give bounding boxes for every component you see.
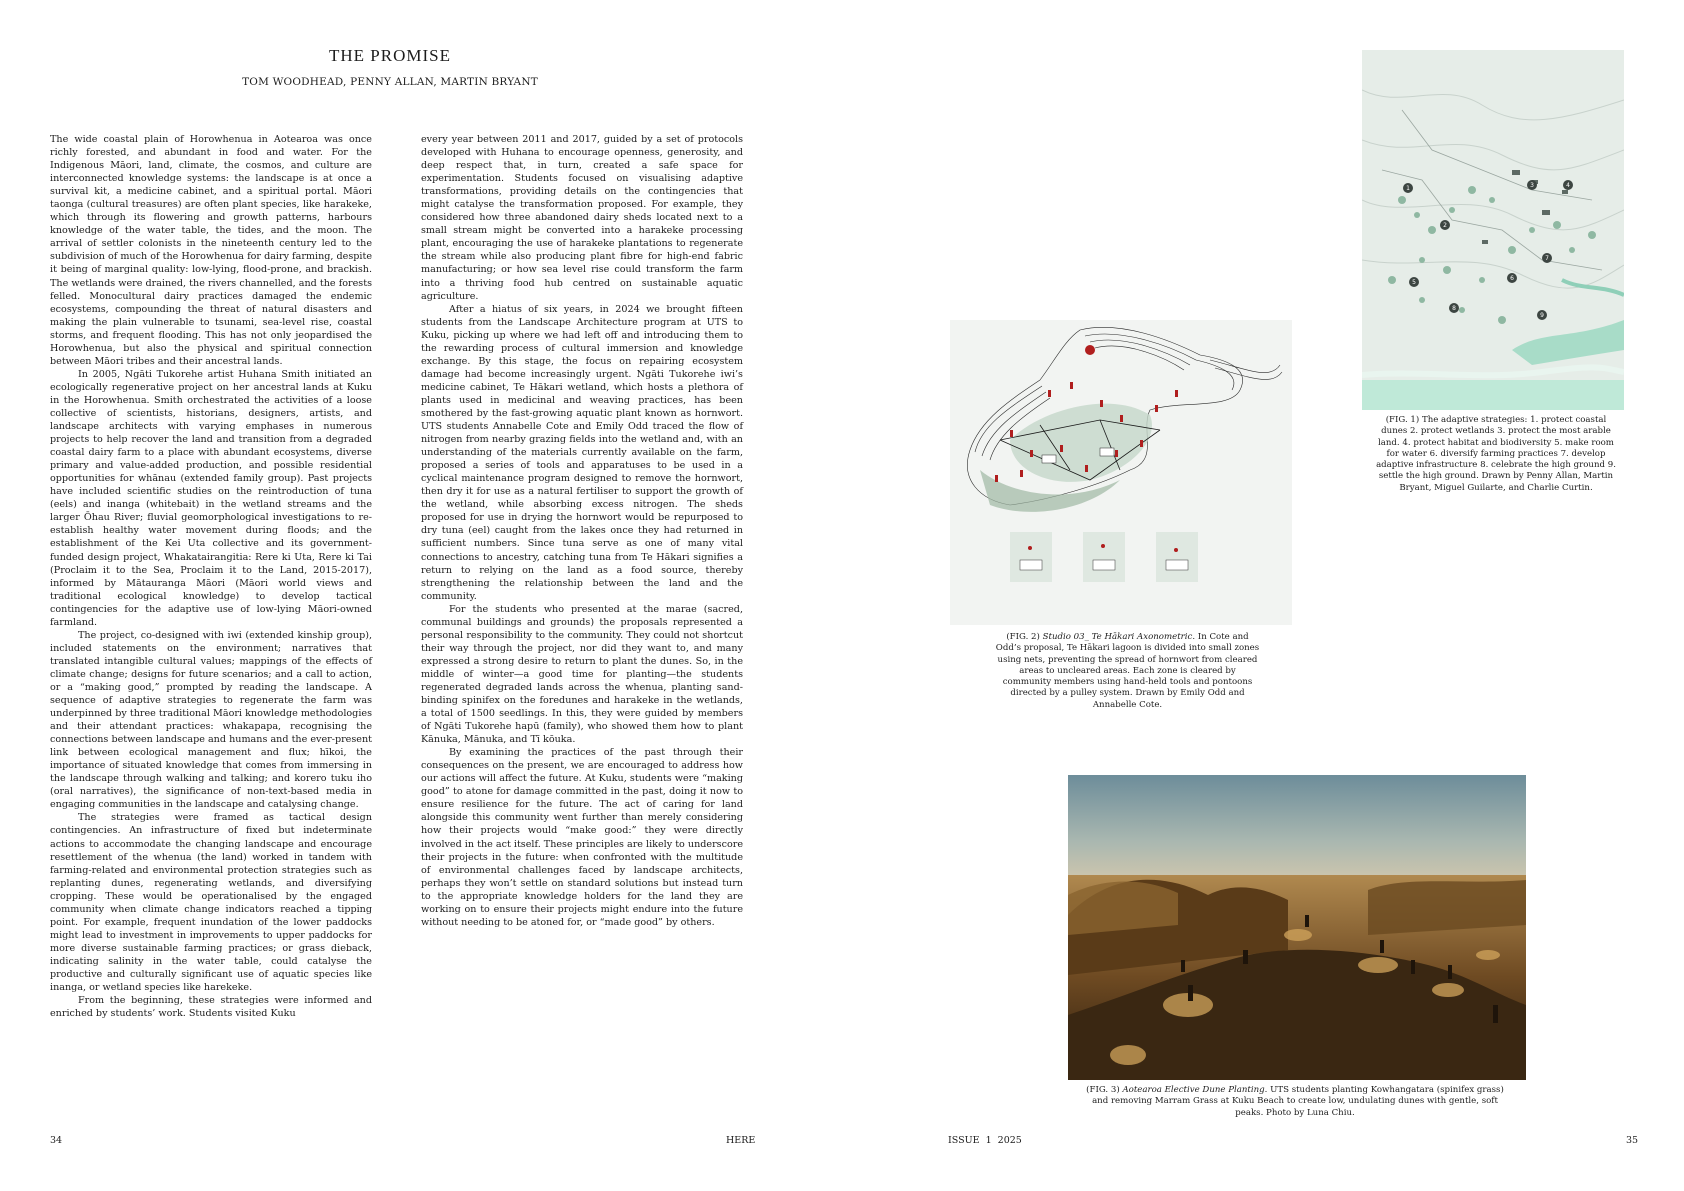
map-marker-label: 6 — [1510, 275, 1514, 282]
caption-title: Studio 03_ Te Hākari Axonometric — [1042, 632, 1193, 642]
paragraph: every year between 2011 and 2017, guided by a set of protocols developed with Huhana to encourage openness, generosity, and deep respect that, in turn, created a safe space for experimentation. Students focused on visualising adaptive transformations, providing details on the contingencies that might catalyse the transformation proposed. For example, they considered how three abandoned dairy sheds located next to a small stream might be converted into a harakeke processing plant, encouraging the use of harakeke plantations to regenerate the stream while also producing plant fibre for high-end fabric manufacturing; or how sea level rise could transform the farm into a thriving food hub centred on sustainable aquatic agriculture. — [421, 134, 743, 302]
figure-2-axonometric — [950, 320, 1292, 625]
map-marker-label: 4 — [1566, 182, 1570, 189]
caption-prefix: (FIG. 3) — [1086, 1085, 1123, 1095]
paragraph: The strategies were framed as tactical design contingencies. An infrastructure of fixed but indeterminate actions to accommodate the changing landscape and encourage resettlement of the whenua (the land) worked in tandem with farming-related and environmental protection strategies such as replanting dunes, regenerating wetlands, and diversifying cropping. These would be operationalised by the engaged community when climate change indicators reached a tipping point. For example, frequent inundation of the lower paddocks might lead to investment in improvements to upper paddocks for more diverse sustainable farming practices; or grass dieback, indicating salinity in the water table, could catalyse the productive and culturally significant use of aquatic species like inanga, or wetland species like harekeke. — [50, 812, 372, 994]
axonometric-drawing — [950, 320, 1292, 625]
caption-text: . UTS students planting Kowhangatara (spinifex grass) and removing Marram Grass at Kuku Beach to create low, undulating dunes with gentle, soft peaks. Photo by Luna Chiu. — [1092, 1085, 1504, 1118]
caption-text: . In Cote and Odd’s proposal, Te Hākari lagoon is divided into small zones using nets, preventing the spread of hornwort from cleared areas to uncleared areas. Each zone is cleared by community members using hand-held tools and pontoons directed by a pulley system. Drawn by Emily Odd and Annabelle Cote. — [995, 632, 1260, 710]
figure-3-photo — [1068, 775, 1526, 1080]
paragraph: By examining the practices of the past through their consequences on the present, we are encouraged to address how our actions will affect the future. At Kuku, students were “making good” to atone for damage committed in the past, doing it now to ensure resilience for the future. The act of caring for land alongside this community went further than merely considering how their projects would “make good:” they were directly involved in the act itself. These principles are likely to underscore their projects in the future: when confronted with the multitude of environmental challenges faced by landscape architects, perhaps they won’t settle on standard solutions but instead turn to the appropriate knowledge holders for the land they are working on to ensure their projects might endure into the future without needing to be atoned for, or “made good” by others. — [421, 747, 743, 928]
map-marker-label: 5 — [1412, 279, 1416, 286]
paragraph: From the beginning, these strategies were informed and enriched by students’ work. Students visited Kuku — [50, 995, 372, 1020]
figure-1-map — [1362, 50, 1624, 410]
paragraph: In 2005, Ngāti Tukorehe artist Huhana Smith initiated an ecologically regenerative project on her ancestral lands at Kuku in the Horowhenua. Smith orchestrated the activities of a loose collective of scientists, historians, designers, artists, and landscape architects with varying emphases in numerous projects to help recover the land and transition from a degraded coastal dairy farm to a place with abundant ecosystems, diverse primary and value-added production, and possible residential opportunities for whānau (extended family group). Past projects have included scientific studies on the reintroduction of tuna (eels) and inanga (whitebait) in the wetland streams and the larger Ōhau River; fluvial geomorphological investigations to re-establish healthy water movement during floods; and the establishment of the Kei Uta collective and its government-funded design project, Whakatairangitia: Rere ki Uta, Rere ki Tai (Proclaim it to the Sea, Proclaim it to the Land, 2015-2017), informed by Mātauranga Māori (Māori world views and traditional ecological knowledge) to develop tactical contingencies for the adaptive use of low-lying Māori-owned farmland. — [50, 368, 372, 628]
body-column-right — [421, 133, 743, 929]
issue-label: ISSUE 1 2025 — [948, 1135, 1022, 1146]
dune-planting-photo — [1068, 775, 1526, 1080]
article-authors: TOM WOODHEAD, PENNY ALLAN, MARTIN BRYANT — [242, 76, 538, 88]
map-marker-label: 1 — [1406, 185, 1410, 192]
map-marker-label: 7 — [1545, 255, 1549, 262]
map-illustration — [1362, 50, 1624, 410]
paragraph: The project, co-designed with iwi (extended kinship group), included statements on the environment; narratives that translated intangible cultural values; mappings of the effects of climate change; designs for future scenarios; and a call to action, or a “making good,” prompted by reading the landscape. A sequence of adaptive strategies to regenerate the farm was underpinned by three traditional Māori knowledge methodologies and their attendant practices: whakapapa, recognising the connections between landscape and humans and the ever-present link between ecological management and flux; hīkoi, the importance of situated knowledge that comes from immersing in the landscape through walking and talking; and korero tuku iho (oral narratives), the significance of non-text-based media in engaging communities in the landscape and catalysing change. — [50, 629, 372, 811]
caption-prefix: (FIG. 2) — [1006, 632, 1043, 642]
map-marker-label: 8 — [1452, 305, 1456, 312]
paragraph: The wide coastal plain of Horowhenua in Aotearoa was once richly forested, and abundant in food and water. For the Indigenous Māori, land, climate, the cosmos, and culture are interconnected knowledge systems: the landscape is at once a survival kit, a medicine cabinet, and a spiritual portal. Māori taonga (cultural treasures) are often plant species, like harakeke, which through its flowering and growth patterns, harbours knowledge of the water table, the tides, and the moon. The arrival of settler colonists in the nineteenth century led to the subdivision of much of the Horowhenua for dairy farming, despite it being of marginal quality: low-lying, flood-prone, and brackish. The wetlands were drained, the rivers channelled, and the forests felled. Monocultural dairy practices damaged the endemic ecosystems, compounding the threat of natural disasters and making the plain vulnerable to tsunami, sea-level rise, coastal storms, and frequent flooding. This has not only jeopardised the Horowhenua, but also the physical and spiritual connection between Māori tribes and their ancestral lands. — [50, 134, 372, 367]
figure-3-caption — [1080, 1085, 1510, 1119]
map-marker-label: 9 — [1540, 312, 1544, 319]
map-marker-label: 3 — [1530, 182, 1534, 189]
article-title: THE PROMISE — [329, 46, 451, 65]
figure-1-caption: (FIG. 1) The adaptive strategies: 1. protect coastal dunes 2. protect wetlands 3. protect the most arable land. 4. protect habitat and biodiversity 5. make room for water 6. diversify farming practices 7. develop adaptive infrastructure 8. celebrate the high ground 9. settle the high ground. Drawn by Penny Allan, Martin Bryant, Miguel Guilarte, and Charlie Curtin. — [1376, 415, 1616, 493]
figure-2-caption — [995, 632, 1260, 711]
page-number-left: 34 — [50, 1135, 63, 1146]
page-number-right: 35 — [1626, 1135, 1639, 1146]
map-marker-label: 2 — [1443, 222, 1447, 229]
caption-title: Aotearoa Elective Dune Planting — [1122, 1085, 1265, 1095]
body-column-left — [50, 133, 372, 1020]
paragraph: For the students who presented at the marae (sacred, communal buildings and grounds) the proposals represented a personal responsibility to the community. They could not shortcut their way through the project, nor did they want to, and many expressed a strong desire to return to plant the dunes. So, in the middle of winter—a good time for planting—the students regenerated degraded lands across the whenua, planting sand-binding spinifex on the foredunes and harakeke in the wetlands, a total of 1500 seedlings. In this, they were guided by members of Ngāti Tukorehe hapū (family), who showed them how to plant Kānuka, Mānuka, and Tī kōuka. — [421, 603, 743, 746]
magazine-name: HERE — [726, 1135, 756, 1146]
paragraph: After a hiatus of six years, in 2024 we brought fifteen students from the Landscape Architecture program at UTS to Kuku, picking up where we had left off and introducing them to the rewarding process of cultural immersion and knowledge exchange. By this stage, the focus on repairing ecosystem damage had become increasingly urgent. Ngāti Tukorehe iwi’s medicine cabinet, Te Hākari wetland, which hosts a plethora of plants used in medicinal and weaving practices, has been smothered by the fast-growing aquatic plant known as hornwort. UTS students Annabelle Cote and Emily Odd traced the flow of nitrogen from nearby grazing fields into the wetland and, with an understanding of the materials currently available on the farm, proposed a series of tools and apparatuses to be used in a cyclical maintenance program designed to remove the hornwort, then dry it for use as a natural fertiliser to support the growth of the wetland, while absorbing excess nitrogen. The sheds proposed for use in drying the hornwort would be repurposed to dry tuna (eel) caught from the lakes once they had returned in sufficient numbers. Since tuna serve as one of many vital connections to ancestry, catching tuna from Te Hākari signifies a return to relying on the land as a food source, thereby strengthening the relationship between the land and the community. — [421, 303, 743, 602]
